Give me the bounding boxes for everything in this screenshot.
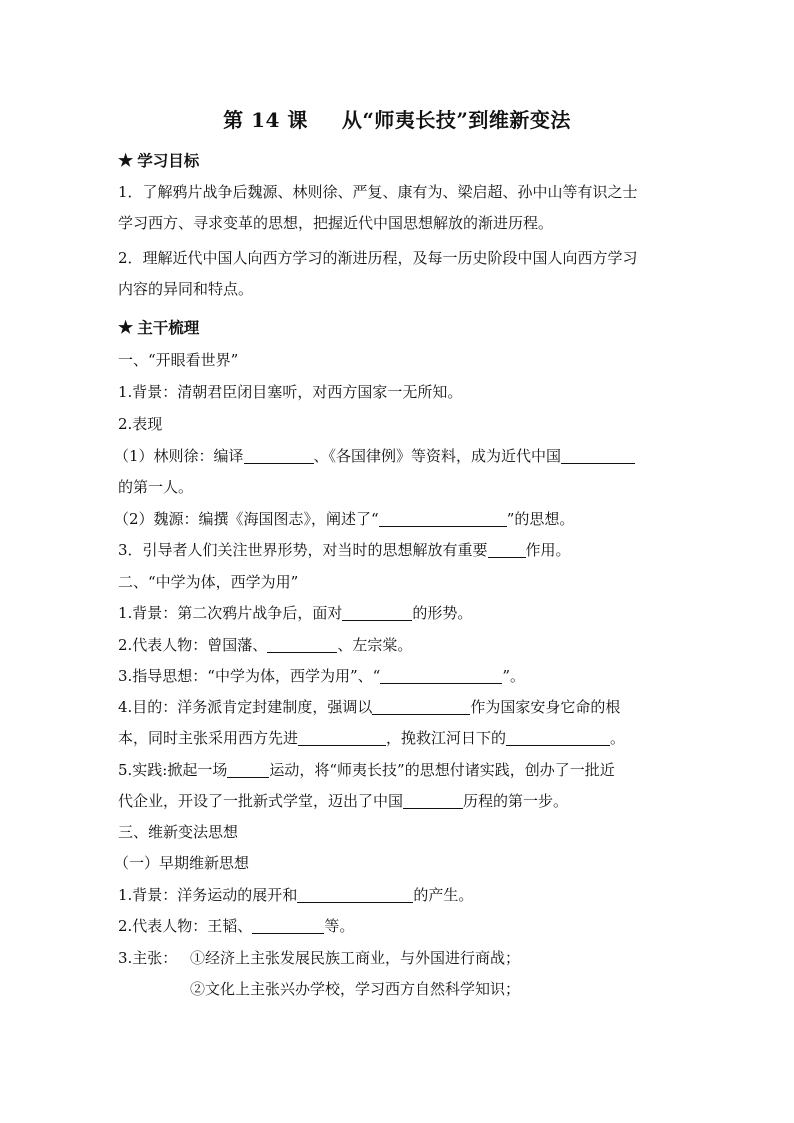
section-heading-goals: ★ 学习目标 xyxy=(118,151,200,171)
part-2-representatives: 2.代表人物：曾国藩、 、左宗棠。 xyxy=(118,636,413,654)
lin-zexu-line-2: 的第一人。 xyxy=(118,478,194,496)
part-1-background: 1.背景：清朝君臣闭目塞听，对西方国家一无所知。 xyxy=(118,383,463,401)
lesson-title xyxy=(0,104,794,133)
lesson-topic: 从“师夷长技”到维新变法 xyxy=(341,108,571,132)
part-2-heading: 二、“中学为体，西学为用” xyxy=(118,573,299,591)
part-2-guiding-idea: 3.指导思想：“中学为体，西学为用”、“ ”。 xyxy=(118,667,525,685)
star-icon: ★ xyxy=(118,318,134,338)
section-heading-outline: ★ 主干梳理 xyxy=(118,318,200,338)
part-3-claim-1: ①经济上主张发展民族工商业，与外国进行商战； xyxy=(190,949,521,967)
blank-field[interactable] xyxy=(298,731,386,746)
part-3-claim-2: ②文化上主张兴办学校，学习西方自然科学知识； xyxy=(190,980,521,998)
blank-field[interactable] xyxy=(561,449,635,464)
part-3-claim-label: 3.主张： xyxy=(118,949,178,967)
star-icon: ★ xyxy=(118,151,134,171)
lesson-number: 第 14 课 xyxy=(223,108,308,132)
blank-field[interactable] xyxy=(244,449,314,464)
part-1-heading: 一、“开眼看世界” xyxy=(118,351,239,369)
goal-2-line-2: 内容的异同和特点。 xyxy=(118,280,254,298)
blank-field[interactable] xyxy=(403,794,463,809)
goal-1-line-2: 学习西方、寻求变革的思想，把握近代中国思想解放的渐进历程。 xyxy=(118,214,554,232)
lin-zexu-line: （1）林则徐：编译 、《各国律例》等资料，成为近代中国 xyxy=(114,446,674,466)
part-2-practice-line-1: 5.实践:掀起一场 运动，将“师夷长技”的思想付诸实践，创办了一批近 xyxy=(118,761,615,779)
blank-field[interactable] xyxy=(488,543,526,558)
blank-field[interactable] xyxy=(372,700,470,715)
part-2-practice-line-2: 代企业，开设了一批新式学堂，迈出了中国 历程的第一步。 xyxy=(118,792,569,810)
blank-field[interactable] xyxy=(506,731,610,746)
goal-2-line-1: 2．理解近代中国人向西方学习的渐进历程，及每一历史阶段中国人向西方学习 xyxy=(118,249,638,267)
blank-field[interactable] xyxy=(267,638,337,653)
part-2-background: 1.背景：第二次鸦片战争后，面对 的形势。 xyxy=(118,604,473,622)
blank-field[interactable] xyxy=(379,512,507,527)
blank-field[interactable] xyxy=(227,763,269,778)
part-1-performance: 2.表现 xyxy=(118,415,163,433)
part-3-heading: 三、维新变法思想 xyxy=(118,823,239,841)
wei-yuan-line: （2）魏源：编撰《海国图志》，阐述了“ ”的思想。 xyxy=(114,510,575,528)
goal-1-line-1: 1．了解鸦片战争后魏源、林则徐、严复、康有为、梁启超、孙中山等有识之士 xyxy=(118,183,638,201)
guide-line: 3．引导者人们关注世界形势，对当时的思想解放有重要 作用。 xyxy=(118,541,571,559)
part-3-subheading: （一）早期维新思想 xyxy=(114,854,250,872)
part-2-aim-line-1: 4.目的：洋务派肯定封建制度，强调以 作为国家安身它命的根 xyxy=(118,698,621,716)
part-3-representatives: 2.代表人物：王韬、 等。 xyxy=(118,917,355,935)
blank-field[interactable] xyxy=(297,888,413,903)
blank-field[interactable] xyxy=(380,669,502,684)
blank-field[interactable] xyxy=(252,919,324,934)
part-3-background: 1.背景：洋务运动的展开和 的产生。 xyxy=(118,886,474,904)
part-2-aim-line-2: 本，同时主张采用西方先进 ，挽救江河日下的 。 xyxy=(118,729,626,747)
blank-field[interactable] xyxy=(342,606,412,621)
